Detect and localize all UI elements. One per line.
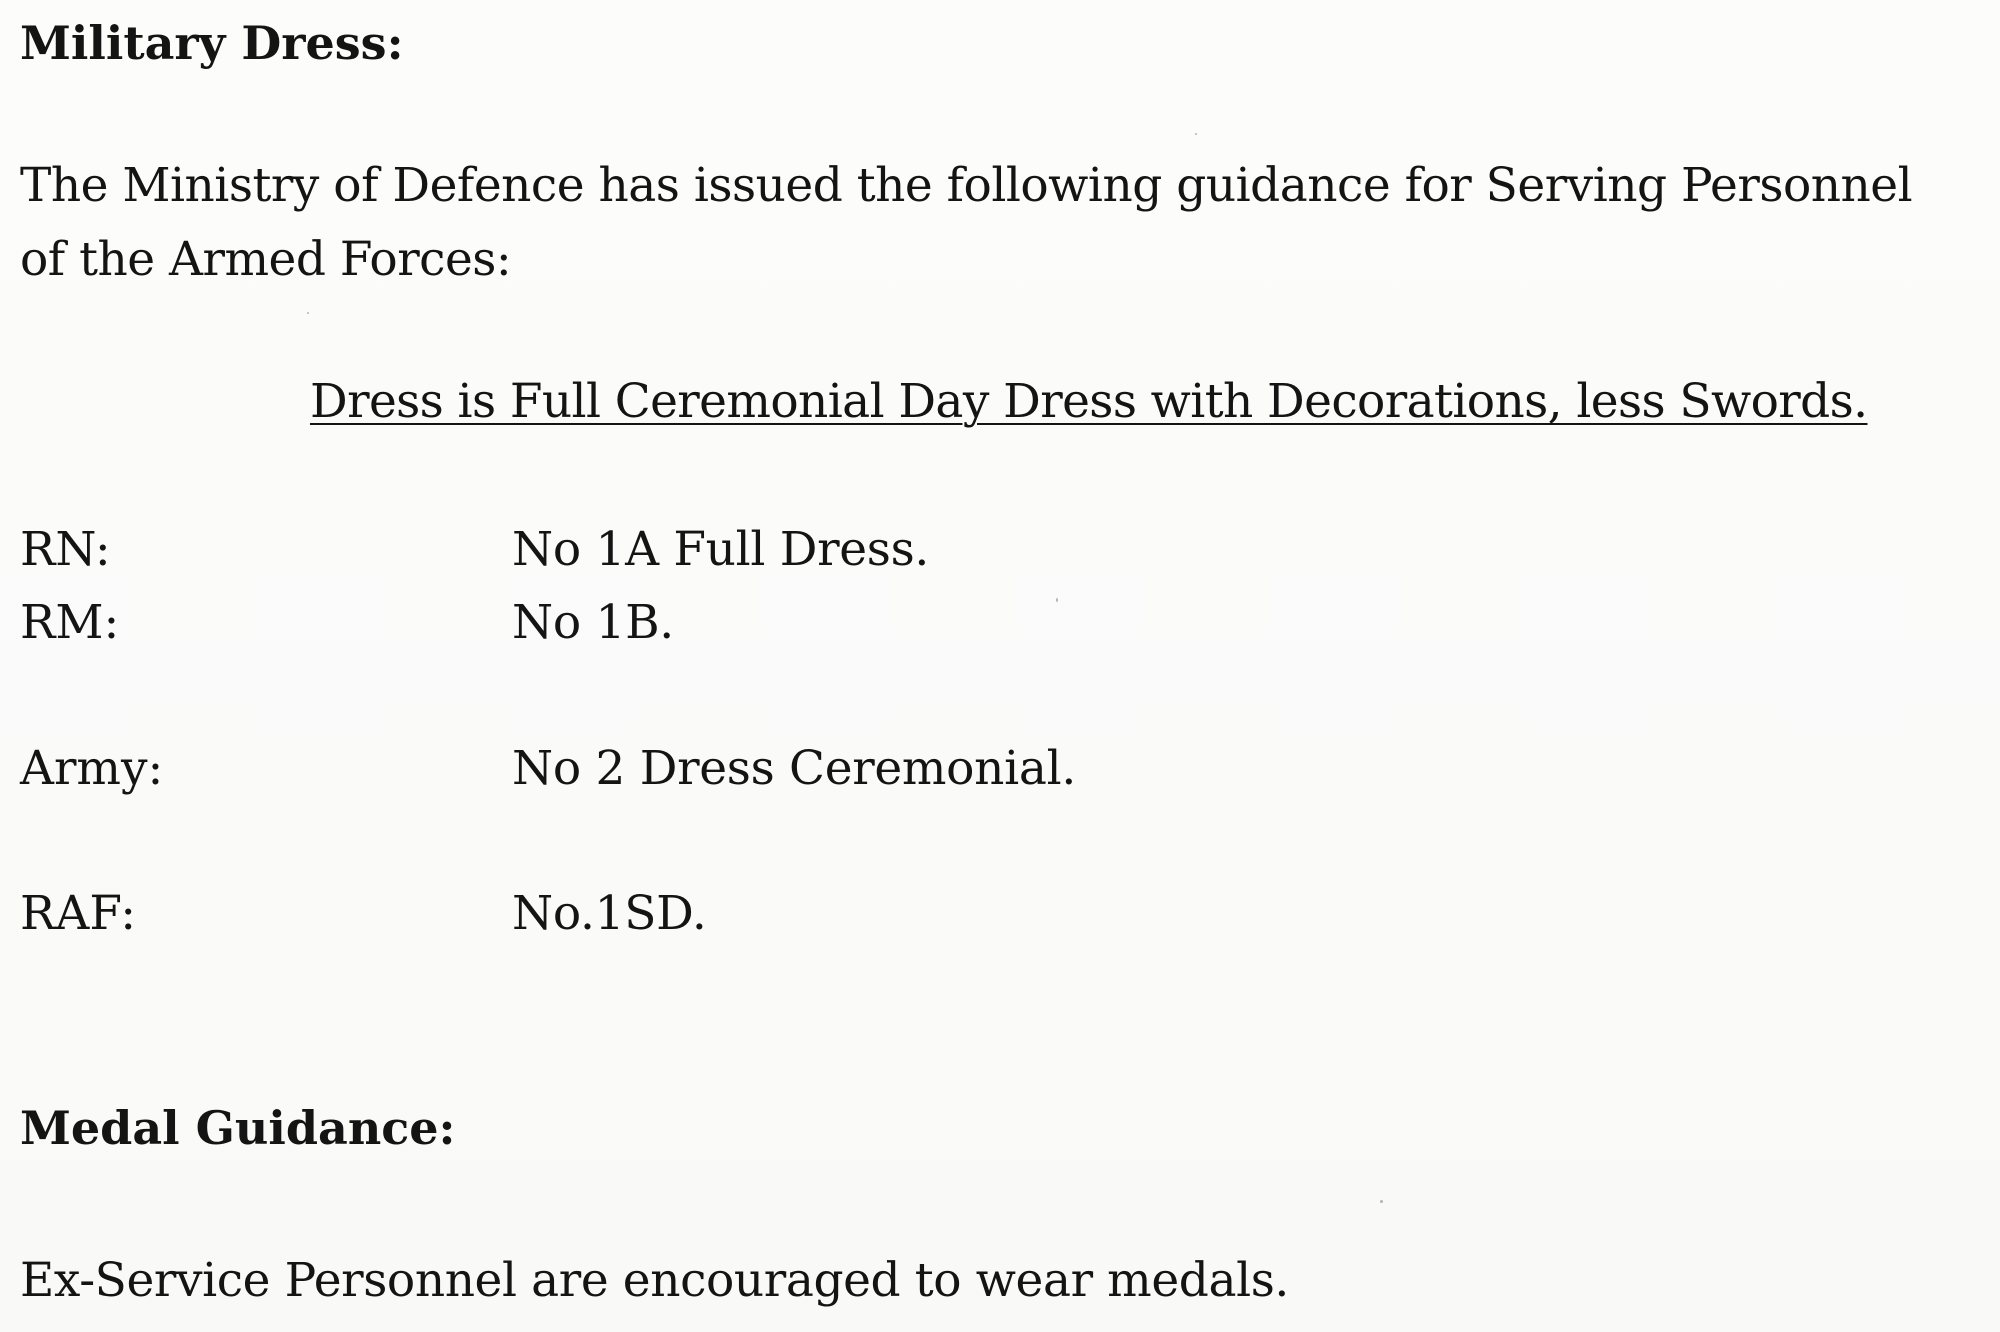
military-dress-heading: Military Dress: bbox=[20, 16, 404, 70]
service-label: Army: bbox=[20, 741, 164, 796]
dress-code-value: No 1B. bbox=[512, 595, 674, 650]
dress-code-value: No 1A Full Dress. bbox=[512, 522, 930, 577]
dress-row-rn bbox=[0, 522, 2000, 586]
dress-row-raf bbox=[0, 886, 2000, 950]
dress-code-value: No.1SD. bbox=[512, 886, 707, 941]
scan-speck bbox=[307, 312, 309, 314]
dress-row-army bbox=[0, 741, 2000, 805]
medal-guidance-text: Ex-Service Personnel are encouraged to wear medals. bbox=[20, 1253, 1289, 1308]
medal-guidance-heading: Medal Guidance: bbox=[20, 1101, 456, 1155]
service-label: RM: bbox=[20, 595, 120, 650]
intro-paragraph-line-1: The Ministry of Defence has issued the following guidance for Serving Personnel bbox=[20, 158, 1913, 213]
scan-speck bbox=[1195, 133, 1197, 135]
dress-statement: Dress is Full Ceremonial Day Dress with Decorations, less Swords. bbox=[310, 374, 1868, 429]
scan-speck bbox=[1056, 598, 1058, 602]
intro-paragraph-line-2: of the Armed Forces: bbox=[20, 232, 512, 287]
service-label: RN: bbox=[20, 522, 111, 577]
dress-row-rm bbox=[0, 595, 2000, 659]
service-label: RAF: bbox=[20, 886, 137, 941]
dress-code-value: No 2 Dress Ceremonial. bbox=[512, 741, 1076, 796]
scan-speck bbox=[1380, 1200, 1383, 1203]
